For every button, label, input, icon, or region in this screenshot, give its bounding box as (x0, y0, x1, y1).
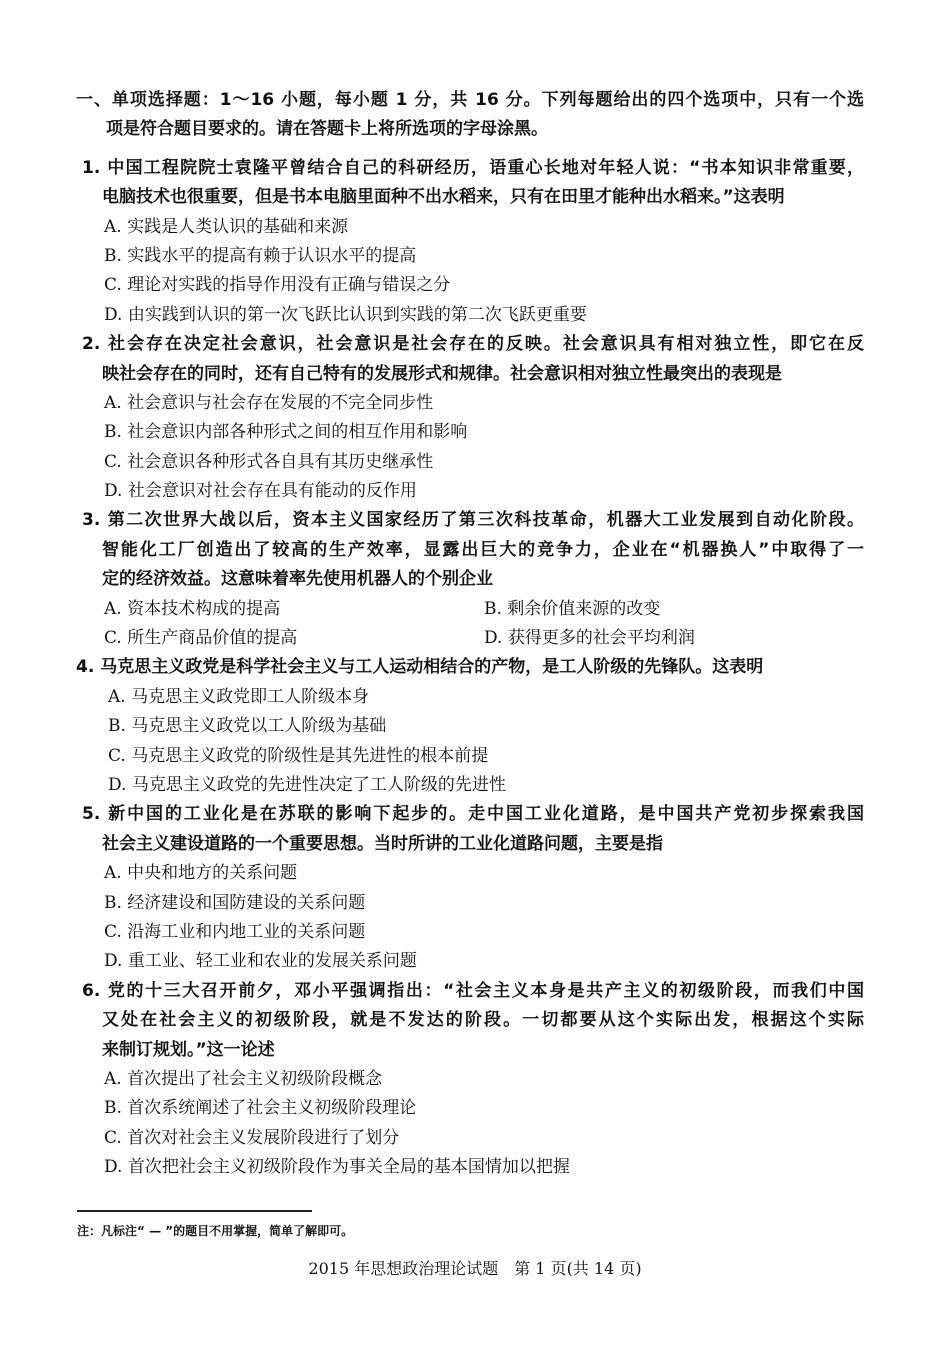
answer-option: B. 实践水平的提高有赖于认识水平的提高 (104, 245, 417, 266)
footnote: 注：凡标注“ — ”的题目不用掌握，简单了解即可。 (77, 1224, 354, 1238)
question-stem-line: 3. 第二次世界大战以后，资本主义国家经历了第三次科技革命，机器大工业发展到自动化阶段。 (82, 510, 864, 531)
question-stem-line: 智能化工厂创造出了较高的生产效率，显露出巨大的竞争力，企业在“机器换人”中取得了一 (102, 539, 864, 560)
section-header-line: 一、单项选择题：1～16 小题，每小题 1 分，共 16 分。下列每题给出的四个选项中，只有一个选 (76, 90, 864, 110)
page-footer: 2015 年思想政治理论试题 第 1 页(共 14 页) (308, 1259, 642, 1278)
exam-content (76, 86, 864, 1182)
answer-option: B. 经济建设和国防建设的关系问题 (104, 892, 366, 913)
answer-option: D. 社会意识对社会存在具有能动的反作用 (104, 481, 417, 502)
option-row (82, 595, 864, 624)
question-stem-line: 2. 社会存在决定社会意识，社会意识是社会存在的反映。社会意识具有相对独立性，即它在反 (82, 334, 864, 355)
answer-option: C. 理论对实践的指导作用没有正确与错误之分 (104, 275, 451, 296)
answer-option: A. 马克思主义政党即工人阶级本身 (108, 686, 370, 707)
answer-option: B. 社会意识内部各种形式之间的相互作用和影响 (104, 422, 468, 443)
answer-option: A. 中央和地方的关系问题 (104, 863, 298, 884)
question-stem-line: 又处在社会主义的初级阶段，就是不发达的阶段。一切都要从这个实际出发，根据这个实际 (102, 1010, 864, 1031)
option-row (82, 624, 864, 653)
answer-option: D. 由实践到认识的第一次飞跃比认识到实践的第二次飞跃更重要 (104, 304, 587, 325)
answer-option: C. 沿海工业和内地工业的关系问题 (104, 921, 366, 942)
footnote-rule (77, 1210, 312, 1212)
question-stem-line: 5. 新中国的工业化是在苏联的影响下起步的。走中国工业化道路，是中国共产党初步探索我国 (82, 804, 864, 825)
question-stem-line: 社会主义建设道路的一个重要思想。当时所讲的工业化道路问题，主要是指 (102, 833, 663, 854)
answer-option: A. 实践是人类认识的基础和来源 (104, 216, 349, 237)
answer-option: B. 首次系统阐述了社会主义初级阶段理论 (104, 1098, 417, 1119)
answer-option: D. 马克思主义政党的先进性决定了工人阶级的先进性 (108, 774, 506, 795)
answer-option: C. 首次对社会主义发展阶段进行了划分 (104, 1127, 400, 1148)
answer-option: C. 所生产商品价值的提高 (104, 628, 298, 649)
answer-option: A. 首次提出了社会主义初级阶段概念 (104, 1068, 383, 1089)
question-stem-line: 4. 马克思主义政党是科学社会主义与工人运动相结合的产物，是工人阶级的先锋队。这表明 (76, 657, 764, 678)
answer-option: A. 资本技术构成的提高 (104, 598, 281, 619)
answer-option: D. 首次把社会主义初级阶段作为事关全局的基本国情加以把握 (104, 1157, 570, 1178)
answer-option: B. 马克思主义政党以工人阶级为基础 (108, 716, 387, 737)
question-stem-line: 电脑技术也很重要，但是书本电脑里面种不出水稻来，只有在田里才能种出水稻来。”这表明 (102, 187, 785, 208)
question-stem-line: 1. 中国工程院院士袁隆平曾结合自己的科研经历，语重心长地对年轻人说：“书本知识非常重要， (82, 157, 864, 178)
section-header-line: 项是符合题目要求的。请在答题卡上将所选项的字母涂黑。 (106, 119, 548, 140)
answer-option: A. 社会意识与社会存在发展的不完全同步性 (104, 392, 434, 413)
answer-option: C. 马克思主义政党的阶级性是其先进性的根本前提 (108, 745, 489, 766)
question-stem-line: 定的经济效益。这意味着率先使用机器人的个别企业 (102, 569, 493, 590)
answer-option: B. 剩余价值来源的改变 (484, 598, 661, 619)
question-stem-line: 映社会存在的同时，还有自己特有的发展形式和规律。社会意识相对独立性最突出的表现是 (102, 363, 782, 384)
question-stem-line: 6. 党的十三大召开前夕，邓小平强调指出：“社会主义本身是共产主义的初级阶段，而我们中国 (82, 980, 864, 1001)
answer-option: D. 获得更多的社会平均利润 (484, 628, 695, 649)
answer-option: D. 重工业、轻工业和农业的发展关系问题 (104, 951, 417, 972)
question-stem-line: 来制订规划。”这一论述 (102, 1039, 275, 1060)
answer-option: C. 社会意识各种形式各自具有其历史继承性 (104, 451, 434, 472)
